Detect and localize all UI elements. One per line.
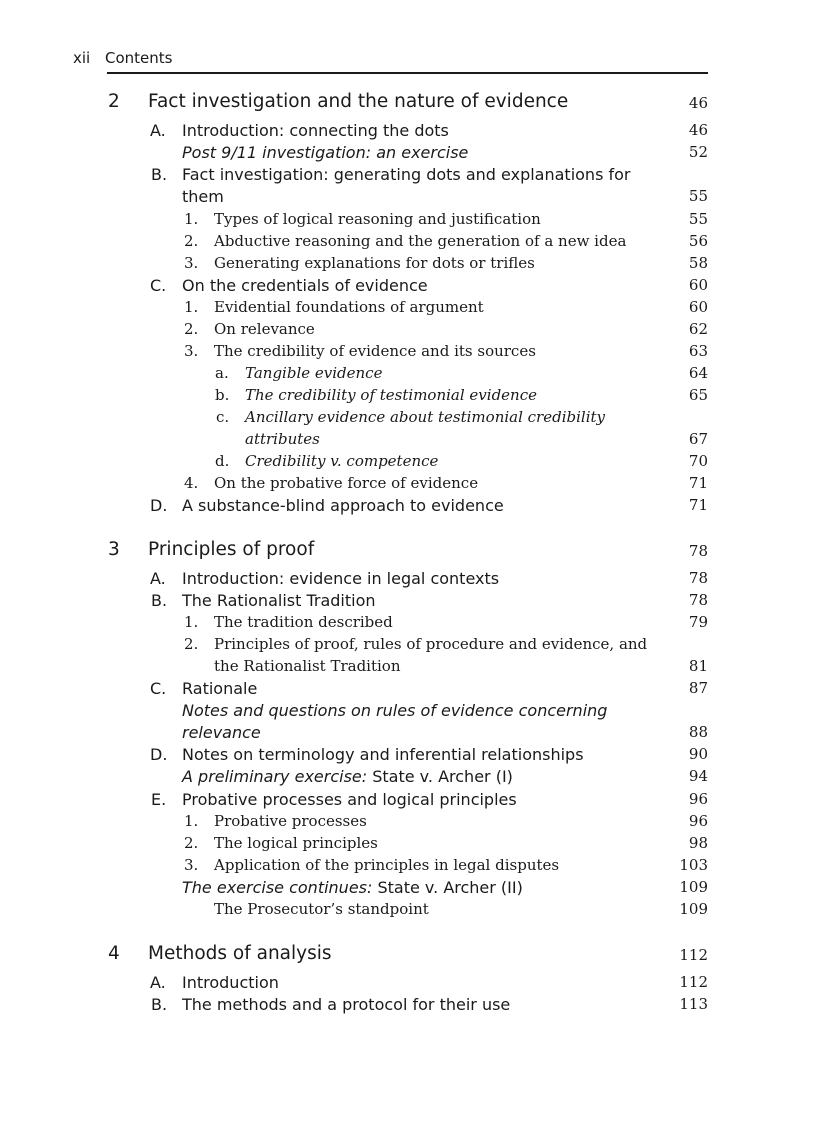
section-title: On the credentials of evidence [182,276,428,295]
section-label: A. [150,121,166,140]
page-number: 96 [688,790,708,808]
page-number: 81 [688,657,708,675]
section-label: A. [150,569,166,588]
subsection-label: 2. [184,232,199,250]
section-label: B. [151,165,168,184]
exercise-title-italic: The exercise continues: [182,878,373,897]
section-label: C. [150,679,167,698]
page-number: 71 [688,474,708,492]
section-label: B. [151,591,168,610]
section-title-cont: them [182,187,224,206]
page-number: 112 [679,946,708,964]
page-number: 96 [688,812,708,830]
subsection-label: 2. [184,635,199,653]
page-number: 46 [688,94,708,112]
running-title: Contents [105,49,173,67]
subsubsection-title: Credibility v. competence [245,452,439,470]
subsection-label: 3. [184,342,199,360]
subsection-title: The tradition described [214,613,393,631]
subsubsection-label: a. [215,364,229,382]
page-number: 52 [688,143,708,161]
page-number: 60 [688,276,708,294]
section-label: B. [151,995,168,1014]
chapter-title: Principles of proof [148,539,315,560]
subsection-label: 1. [184,613,199,631]
exercise-title [182,767,513,786]
section-title: Introduction [182,973,279,992]
subsubsection-label: b. [215,386,230,404]
subsection-title: Abductive reasoning and the generation of a new idea [214,232,627,250]
subsection-title: Probative processes [214,812,367,830]
section-title: Introduction: evidence in legal contexts [182,569,500,588]
subsection-label: 1. [184,210,199,228]
section-label: D. [150,745,168,764]
chapter-title: Fact investigation and the nature of evidence [148,91,569,112]
page-number: 65 [688,386,708,404]
section-title: A substance-blind approach to evidence [182,496,504,515]
page-number: 55 [688,187,708,205]
subsection-label: 1. [184,298,199,316]
section-title: Probative processes and logical principles [182,790,517,809]
page-number: 112 [679,973,708,991]
subsection-title: On the probative force of evidence [214,474,479,492]
subsection-label: 3. [184,856,199,874]
subsubsection-title: The credibility of testimonial evidence [245,386,537,404]
exercise-title-italic: A preliminary exercise: [182,767,368,786]
subsubsection-title: Ancillary evidence about testimonial credibility [245,408,605,426]
section-title: Rationale [182,679,258,698]
page-number: 88 [688,723,708,741]
header-rule [107,72,708,74]
exercise-title: Post 9/11 investigation: an exercise [182,143,469,162]
page-number: 78 [688,542,708,560]
page-number: 71 [688,496,708,514]
exercise-title [182,878,523,897]
subsection-title: Types of logical reasoning and justification [214,210,541,228]
page-number: 58 [688,254,708,272]
page-number: 87 [688,679,708,697]
page-number: 67 [688,430,708,448]
subsection-title: Principles of proof, rules of procedure and evidence, and [214,635,648,653]
section-title: Notes on terminology and inferential relationships [182,745,584,764]
subsection-title: Generating explanations for dots or trifles [214,254,535,272]
subsection-label: 1. [184,812,199,830]
page-number: 103 [679,856,708,874]
subsection-label: 2. [184,834,199,852]
chapter-number: 2 [108,91,120,112]
page-number: 46 [688,121,708,139]
running-header [73,49,172,67]
section-label: D. [150,496,168,515]
subsection-title: The Prosecutor’s standpoint [214,900,429,918]
subsection-title: The logical principles [214,834,378,852]
page-number: 64 [688,364,708,382]
subsubsection-title: Tangible evidence [245,364,383,382]
subsection-title: On relevance [214,320,315,338]
page-number: 60 [688,298,708,316]
section-title: The Rationalist Tradition [182,591,376,610]
section-label: C. [150,276,167,295]
section-label: A. [150,973,166,992]
section-title: Fact investigation: generating dots and explanations for [182,165,631,184]
page-number: 78 [688,569,708,587]
page-number: 79 [688,613,708,631]
page-folio: xii [73,49,91,67]
section-title: The methods and a protocol for their use [182,995,511,1014]
subsubsection-label: d. [215,452,230,470]
subsection-label: 4. [184,474,199,492]
notes-title-cont: relevance [182,723,261,742]
subsection-label: 2. [184,320,199,338]
exercise-title-case: State v. Archer (II) [372,878,523,897]
section-label: E. [151,790,167,809]
page-number: 55 [688,210,708,228]
subsection-label: 3. [184,254,199,272]
subsubsection-title-cont: attributes [245,430,320,448]
page-number: 109 [679,878,708,896]
exercise-title-case: State v. Archer (I) [367,767,513,786]
page-number: 98 [688,834,708,852]
page-number: 109 [679,900,708,918]
notes-title: Notes and questions on rules of evidence concerning [182,701,608,720]
subsection-title-cont: the Rationalist Tradition [214,657,401,675]
page-number: 63 [688,342,708,360]
page-number: 56 [688,232,708,250]
page-number: 70 [688,452,708,470]
section-title: Introduction: connecting the dots [182,121,449,140]
chapter-number: 4 [108,943,120,964]
subsubsection-label: c. [216,408,230,426]
page-number: 62 [688,320,708,338]
page-number: 94 [688,767,708,785]
chapter-title: Methods of analysis [148,943,332,964]
subsection-title: Application of the principles in legal disputes [214,856,560,874]
page-number: 113 [679,995,708,1013]
page-number: 78 [688,591,708,609]
subsection-title: Evidential foundations of argument [214,298,484,316]
subsection-title: The credibility of evidence and its sources [214,342,536,360]
chapter-number: 3 [108,539,120,560]
page-number: 90 [688,745,708,763]
